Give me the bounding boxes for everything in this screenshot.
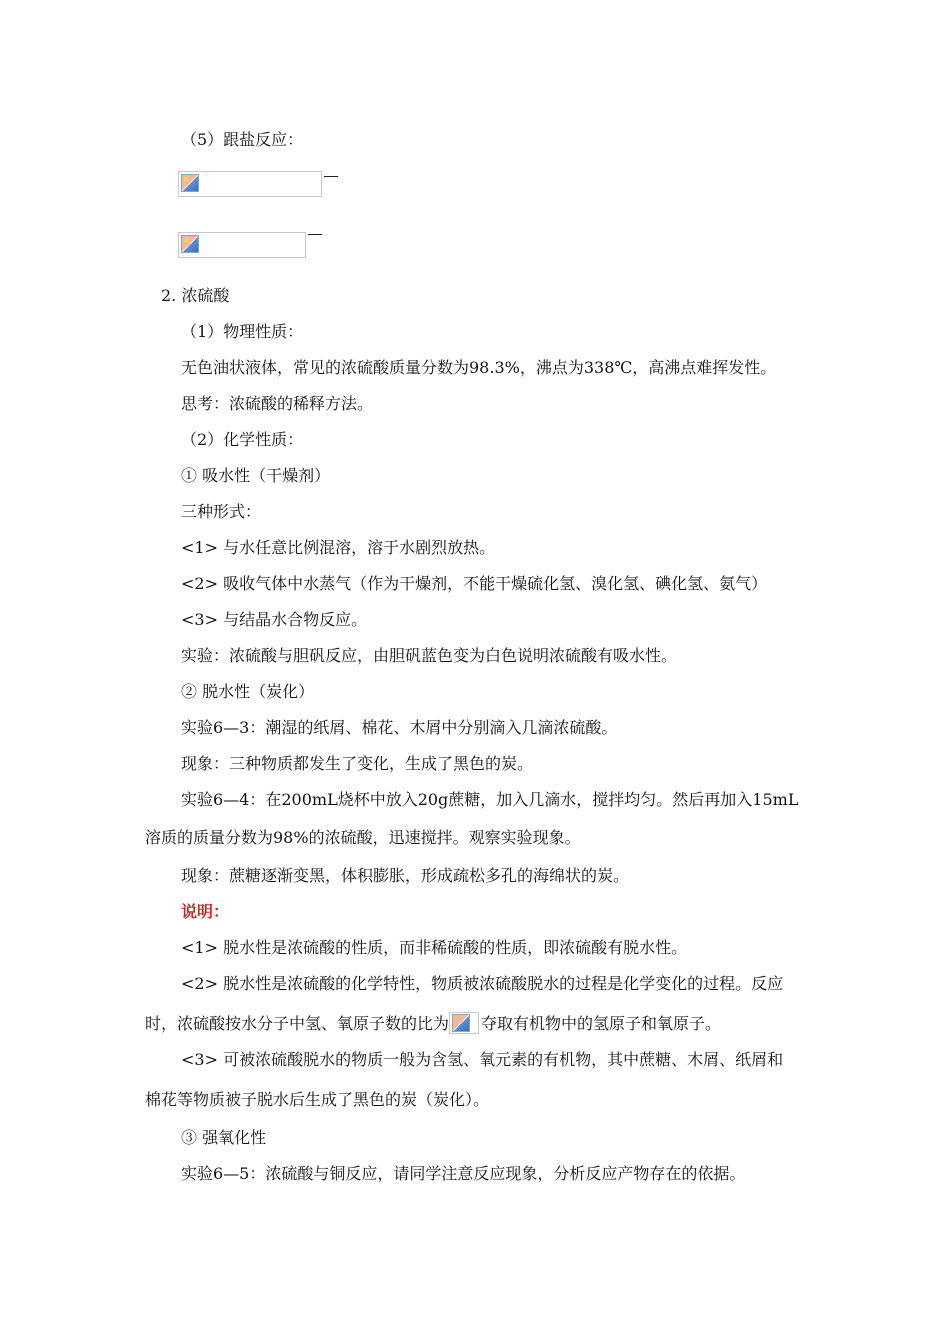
heading-conc-sulfuric-acid: 2. 浓硫酸: [161, 286, 230, 305]
three-forms-text: 三种形式：: [181, 502, 262, 521]
experiment-bluestone: 实验：浓硫酸与胆矾反应，由胆矾蓝色变为白色说明浓硫酸有吸水性。: [181, 646, 678, 665]
broken-image-icon: [452, 1014, 470, 1032]
dehydration-title: ② 脱水性（炭化）: [181, 682, 315, 701]
ratio-image: [449, 1012, 479, 1034]
form-3: <3> 与结晶水合物反应。: [181, 610, 368, 629]
note-2-line1: <2> 脱水性是浓硫酸的化学特性，物质被浓硫酸脱水的过程是化学变化的过程。反应: [181, 974, 784, 993]
experiment-6-5: 实验6—5：浓硫酸与铜反应，请同学注意反应现象，分析反应产物存在的依据。: [181, 1164, 746, 1183]
section-5-title: （5）跟盐反应：: [181, 130, 304, 149]
dash-2: [308, 234, 322, 235]
note-title: 说明：: [181, 902, 230, 921]
note-1: <1> 脱水性是浓硫酸的性质，而非稀硫酸的性质，即浓硫酸有脱水性。: [181, 938, 688, 957]
broken-image-icon: [181, 235, 199, 253]
phenomenon-2: 现象：蔗糖逐渐变黑，体积膨胀，形成疏松多孔的海绵状的炭。: [181, 866, 630, 885]
equation-image-1: [178, 171, 322, 197]
note-3-line2: 棉花等物质被子脱水后生成了黑色的炭（炭化）。: [145, 1090, 490, 1109]
experiment-6-3: 实验6—3：潮湿的纸屑、棉花、木屑中分别滴入几滴浓硫酸。: [181, 718, 618, 737]
oxidizing-title: ③ 强氧化性: [181, 1128, 267, 1147]
form-2: <2> 吸收气体中水蒸气（作为干燥剂，不能干燥硫化氢、溴化氢、碘化氢、氨气）: [181, 574, 768, 593]
form-1: <1> 与水任意比例混溶，溶于水剧烈放热。: [181, 538, 496, 557]
note-2-line2: [145, 1012, 721, 1034]
think-text: 思考：浓硫酸的稀释方法。: [181, 394, 374, 413]
water-absorption-title: ① 吸水性（干燥剂）: [181, 466, 331, 485]
dash-1: [324, 176, 338, 177]
note-2-line2-part1: 时，浓硫酸按水分子中氢、氧原子数的比为: [145, 1014, 450, 1033]
chemical-properties-title: （2）化学性质：: [181, 430, 304, 449]
physical-properties-text: 无色油状液体，常见的浓硫酸质量分数为98.3%，沸点为338℃，高沸点难挥发性。: [181, 358, 777, 377]
note-3-line1: <3> 可被浓硫酸脱水的物质一般为含氢、氧元素的有机物，其中蔗糖、木屑、纸屑和: [181, 1050, 784, 1069]
equation-image-2: [178, 232, 306, 258]
note-2-line2-part2: 夺取有机物中的氢原子和氧原子。: [481, 1014, 722, 1033]
broken-image-icon: [181, 174, 199, 192]
experiment-6-4-line2: 溶质的质量分数为98%的浓硫酸，迅速搅拌。观察实验现象。: [145, 828, 581, 847]
phenomenon-1: 现象：三种物质都发生了变化，生成了黑色的炭。: [181, 754, 534, 773]
physical-properties-title: （1）物理性质：: [181, 322, 304, 341]
experiment-6-4-line1: 实验6—4：在200mL烧杯中放入20g蔗糖，加入几滴水，搅拌均匀。然后再加入15mL: [181, 790, 799, 809]
